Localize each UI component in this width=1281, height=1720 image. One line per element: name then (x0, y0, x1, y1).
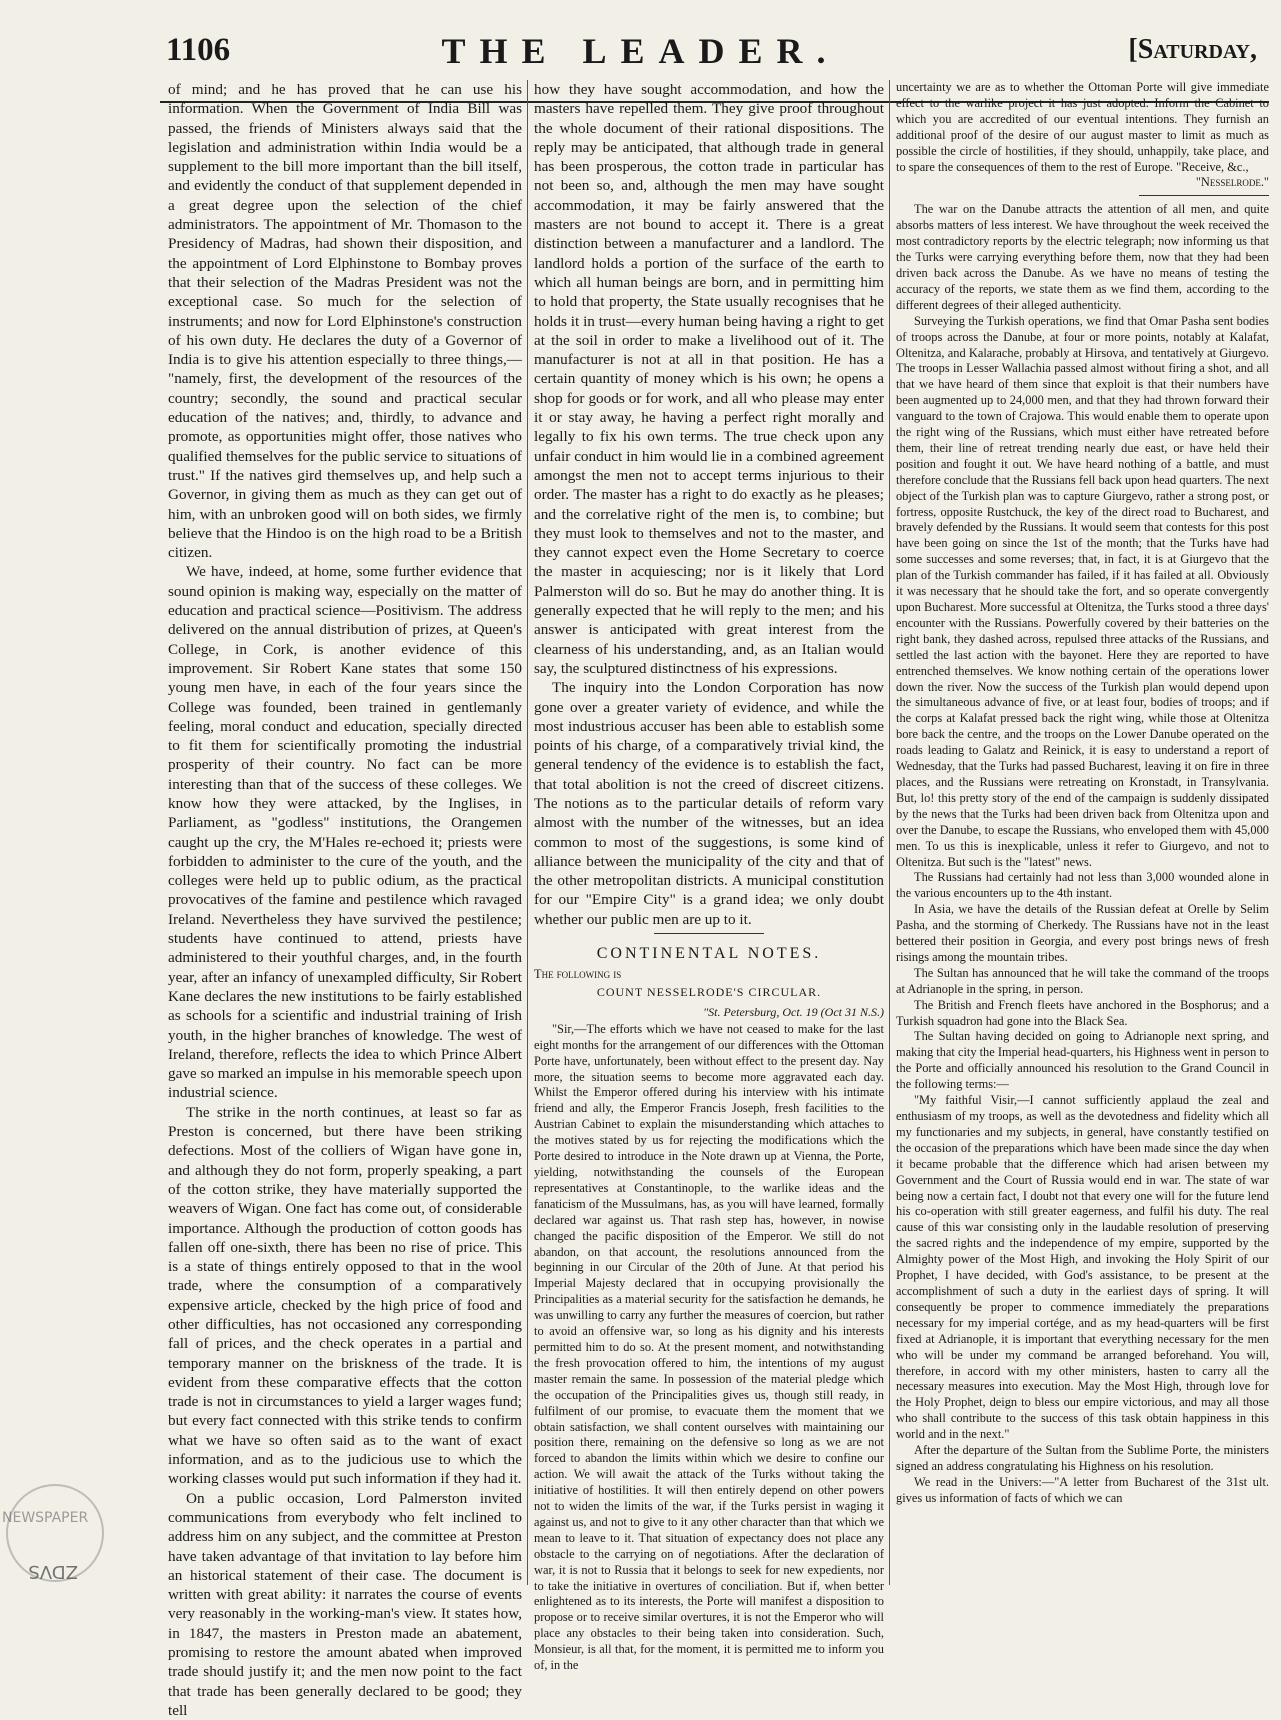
article-paragraph: The British and French fleets have anchored in the Bosphorus; and a Turkish squadron had gone into the Black Sea. (896, 997, 1269, 1028)
article-paragraph: We have, indeed, at home, some further evidence that sound opinion is making way, especially on the matter of education and practical science—Positivism. The address delivered on the annual distribution of prizes, at Queen's College, in Cork, is another evidence of this improvement. Sir Robert Kane states that some 150 young men have, in each of the four years since the College was founded, been trained in gentlemanly feeling, moral conduct and education, specially directed to fit them for scientifically promoting the industrial prosperity of their country. No fact can be more interesting than that of the success of these colleges. We know how they were attacked, by the Inglises, in Parliament, as "godless" institutions, the Orangemen caught up the cry, the M'Hales re-echoed it; priests were forbidden to administer to the cure of the youth, and the colleges were held up to public odium, as the practical provocatives of the famine and pestilence which ravaged Ireland. Nevertheless they have survived the pestilence; students have continued to attend, priests have administered to their youthful charges, and, in the fourth year, after an infancy of unexampled difficulty, Sir Robert Kane declares the new institutions to be fairly established as schools for a scientific and industrial training of Irish youth, in the higher branches of knowledge. The west of Ireland, therefore, reflects the idea to which Prince Albert gave so marked an impulse in his memorable speech upon industrial science. (168, 563, 522, 1102)
article-paragraph: Surveying the Turkish operations, we find that Omar Pasha sent bodies of troops across the Danube, at four or more points, notably at Kalafat, Oltenitza, and Kalarache, probably at Hirsova, and tentatively at Giurgevo. The troops in Lesser Wallachia passed almost without firing a shot, and all that we have heard of them since that exploit is that their numbers have been augmented up to 24,000 men, and that they had thrown forward their vanguard to the town of Crajowa. This would enable them to operate upon the right wing of the Russians, which must either have retreated before them, their line of retreat trending nearly due east, or have held their position and fought it out. We have heard nothing of a battle, and must therefore conclude that the Russians fell back upon head quarters. The next object of the Turkish plan was to capture Giurgevo, rather a strong post, or fortress, opposite Rustchuck, the key of the direct road to Bucharest, and bravely defended by the Russians. It would seem that contests for this post have been going on since the 1st of the month; that the Turks have had some successes and some reverses; that, in fact, it is at Giurgevo that the plan of the Turkish commander has failed, if it has failed at all. Obviously it was necessary that he should take the fort, and so operate convergently upon Bucharest. More successful at Oltenitza, the Turks stood a three days' encounter with the Russians. Powerfully covered by their batteries on the right bank, they dashed across, repulsed three attacks of the Russians, and settled the last action with the bayonet. Here they are reported to have entrenched themselves. We know nothing certain of the operations lower down the river. Now the success of the Turkish plan would depend upon the simultaneous advance of five, or at least four, bodies of troops; and if the corps at Kalafat pressed back the right wing, while those at Oltenitza bore back the centre, and the troops on the Lower Danube operated on the roads leading to Galatz and Reinick, it is easy to understand a report of Wednesday, that the Turks had passed Bucharest, leaving it on fire in three places, and the Russians were retreating on Kronstadt, in Transylvania. But, lo! this pretty story of the end of the campaign is suddenly dissipated by the news that the Turks had been driven back from Oltenitza upon and over the Danube, to escape the Russians, who enveloped them with 45,000 men. To us this is inexplicable, unless it refer to Giurgevo, and not to Oltenitza. But such is the "latest" news. (896, 313, 1269, 869)
section-rule (654, 933, 764, 934)
article-paragraph: The Russians had certainly had not less than 3,000 wounded alone in the various encounters up to the 4th instant. (896, 870, 1269, 901)
column-2 (534, 80, 884, 1673)
article-paragraph: The strike in the north continues, at least so far as Preston is concerned, but there have been striking defections. Most of the colliers of Wigan have gone in, and although they do not form, properly speaking, a part of the cotton strike, they have materially supported the weavers of Wigan. One fact has come out, of considerable importance. Although the production of cotton goods has fallen off one-sixth, there has been no rise of price. This is a state of things entirely opposed to that in the wool trade, where the consumption of a comparatively expensive article, checked by the high price of food and other difficulties, has not occasioned any corresponding fall of prices, and the check operates in a partial and temporary manner on the briskness of the trade. It is evident from these comparative effects that the cotton trade is not in circumstances to yield a larger wages fund; but every fact connected with this strike tends to confirm what we have so often said as to the want of exact information, and as to the judicious use to which the working classes would put such information if they had it. (168, 1103, 522, 1488)
article-paragraph: The war on the Danube attracts the attention of all men, and quite absorbs matters of less interest. We have throughout the week received the most contradictory reports by the electric telegraph; now informing us that the Turks were carrying everything before them, now that they had been driven back across the Danube. As we have no means of testing the accuracy of the reports, we state them as we find them, according to the different degrees of their alleged authenticity. (896, 202, 1269, 312)
signature: "Nesselrode." (1195, 175, 1269, 190)
article-paragraph: The inquiry into the London Corporation has now gone over a greater variety of evidence, and while the most industrious accuser has been able to establish some points of his charge, of a comparatively trivial kind, the general tendency of the evidence is to establish the fact, that total abolition is not the creed of discreet citizens. The notions as to the particular details of reform vary almost with the number of the witnesses, but an idea common to most of the suggestions, is some kind of alliance between the municipality of the city and that of the other metropolitan districts. A municipal constitution for our "Empire City" is a grand idea; we only doubt whether our public men are up to it. (534, 679, 884, 928)
section-rule (1139, 195, 1269, 196)
masthead (0, 28, 1281, 76)
stamp-top-text: NEWSPAPER (2, 1510, 89, 1526)
circular-dateline: "St. Petersburg, Oct. 19 (Oct 31 N.S.) (703, 1004, 884, 1019)
newspaper-title: THE LEADER. (441, 31, 840, 71)
article-paragraph: of mind; and he has proved that he can use his information. When the Government of India Bill was passed, the friends of Ministers always said that the legislation and administration within India would be a supplement to the bill more important than the bill itself, and evidently the conduct of that supplement depended in a great degree upon the selection of the chief administrators. The appointment of Mr. Thomason to the Presidency of Madras, had shown their disposition, and the appointment of Lord Elphinstone to Bombay proves that their selection of the Madras President was not the exceptional case. So much for the selection of instruments; and now for Lord Elphinstone's construction of his own duty. He declares the duty of a Governor of India is to give his attention especially to three things,— "namely, first, the development of the resources of the country; secondly, the sound and practical secular education of the natives; and, thirdly, to advance and promote, as opportunities might offer, those natives who qualified themselves for the public service to situations of trust." If the natives gird themselves up, and help such a Governor, in giving them as much as they can get out of him, with an unbroken good will on both sides, we firmly believe that the Hindoo is on the high road to be a British citizen. (168, 81, 522, 562)
column-divider-1 (527, 80, 528, 1585)
column-1 (168, 80, 522, 1719)
article-paragraph: The Sultan having decided on going to Adrianople next spring, and making that city the Imperial head-quarters, his Highness went in person to the Porte and officially announced his resolution to the Grand Council in the following terms:— (896, 1029, 1270, 1092)
article-paragraph: On a public occasion, Lord Palmerston invited communications from everybody who felt inclined to address him on any subject, and the committee at Preston have taken advantage of that invitation to lay before him an historical statement of their case. The document is written with great ability: it narrates the course of events very reasonably in the working-man's view. It states how, in 1847, the masters in Preston made an abatement, promising to restore the amount abated when improved trade should justify it; and the men now point to the fact that trade has been generally declared to be good; they tell (168, 1489, 522, 1719)
intro-line: The following is (534, 967, 622, 982)
column-divider-2 (889, 80, 890, 1585)
library-stamp (0, 1488, 150, 1588)
issue-day: [Saturday, (1128, 34, 1257, 65)
circular-end: uncertainty we are as to whether the Ottoman Porte will give immediate effect to the warlike project it has just adopted. Inform the Cabinet to which you are accredited of our eventual intentions. They furnish an additional proof of the desire of our august master to limit as much as possible the circle of hostilities, if they should, unhappily, take place, and to spare the consequences of them to the rest of Europe. "Receive, &c., (896, 80, 1269, 174)
stamp-bottom-text: ZDVS (28, 1561, 78, 1582)
article-paragraph: The Sultan has announced that he will take the command of the troops at Adrianople in the spring, in person. (896, 965, 1269, 996)
article-paragraph: "My faithful Visir,—I cannot sufficiently applaud the zeal and enthusiasm of my troops, as well as the devotedness and fidelity which all my functionaries and my subjects, in general, have constantly testified on the occasion of the preparations which have been made since the day when it became probable that the difference which had arisen between my Government and the Court of Russia would end in war. The state of war being now a certain fact, I doubt not that every one will for the future lend his co-operation with still greater eagerness, and fulfil his duty. The real cause of this war consisting only in the laudable resolution of preserving the sacred rights and the independence of my empire, supported by the Almighty power of the Most High, and invoking the Holy Spirit of our Prophet, I have decided, with God's assistance, to be present at the accomplishment of such a duty in the earliest days of spring. It will consequently be proper to commence immediately the preparations necessary for my imperial cortége, and as my head-quarters will be first fixed at Adrianople, it is important that everything necessary for the men who will be under my command be arranged beforehand. You will, therefore, in accord with my other ministers, hasten to carry all the necessary measures into execution. May the Most High, through love for the Holy Prophet, deign to bless our empire victorious, and may all those who shall contribute to the success of this task obtain happiness in this world and in the next." (896, 1093, 1269, 1442)
article-paragraph: We read in the Univers:—"A letter from Bucharest of the 31st ult. gives us information of facts of which we can (896, 1474, 1269, 1505)
page-number: 1106 (166, 32, 231, 68)
article-paragraph: After the departure of the Sultan from the Sublime Porte, the ministers signed an address congratulating his Highness on his resolution. (896, 1443, 1269, 1473)
circular-text: "Sir,—The efforts which we have not ceased to make for the last eight months for the arrangement of our differences with the Ottoman Porte have, unfortunately, been without effect to the present day. Nay more, the situation seems to become more aggravated each day. Whilst the Emperor offered during his interview with his intimate friend and ally, the Emperor Francis Joseph, fresh facilities to the Austrian Cabinet to explain the misunderstanding which attaches to the motives stated by us for rejecting the modifications which the Porte desired to introduce in the Note drawn up at Vienna, the Porte, yielding, notwithstanding the counsels of the European representatives at Constantinople, to the warlike ideas and the fanaticism of the Mussulmans, has, as you will have learned, formally declared war against us. That rash step has, however, in nowise changed the pacific disposition of the Emperor. We still do not abandon, on that account, the resolutions announced from the beginning in our Circular of the 20th of June. At that period his Imperial Majesty declared that in occupying provisionally the Principalities as a material security for the satisfaction he demands, he was unwilling to carry any further the measures of coercion, but rather to avoid an offensive war, so long as his dignity and his interests permitted him to do so. At the present moment, and notwithstanding the fresh provocation offered to him, the intentions of my august master remain the same. In possession of the material pledge which the occupation of the Principalities gives us, though still ready, in fulfilment of our promise, to evacuate them the moment that we obtain satisfaction, we shall content ourselves with maintaining our position there, remaining on the defensive so long as we are not forced to abandon the limits within which we desire to confine our action. We will await the attack of the Turks without taking the initiative of hostilities. It will then entirely depend on other powers not to widen the limits of the war, if the Turks persist in waging it against us, and not to give to it any other character than that which we mean to leave to it. That situation of expectancy does not place any obstacle to the carrying on of negotiations. After the declaration of war, it is not to Russia that it belongs to seek for new expedients, nor to take the initiative in overtures of conciliation. But if, when better enlightened as to its interests, the Porte will manifest a disposition to propose or to receive similar overtures, it is not the Emperor who will place any obstacles to their being taken into consideration. Such, Monsieur, is all that, for the moment, it is permitted me to inform you of, in the (534, 1021, 884, 1673)
column-3 (896, 80, 1269, 1585)
section-heading: CONTINENTAL NOTES. (596, 945, 822, 963)
article-paragraph: how they have sought accommodation, and how the masters have repelled them. They give proof throughout the whole document of their rational dispositions. The reply may be anticipated, that although trade in general has been prosperous, the cotton trade in particular has not been so, and, although the men may have sought accommodation, it may be fairly answered that the masters are not bound to accept it. There is a great distinction between a manufacturer and a landlord. The landlord holds a portion of the surface of the earth to which all human beings are born, and in permitting him to hold that property, the State usually recognises that he holds it in trust—every human being having a right to get at the soil in order to make a livelihood out of it. The manufacturer is not at all in that position. He has a certain quantity of money which is his own; he opens a shop for goods or for work, and all who please may enter it or stay away, he having a perfect right morally and legally to fix his own terms. The true check upon any unfair conduct in him would lie in a combined agreement amongst the men not to accept terms injurious to their order. The master has a right to do exactly as he pleases; and the correlative right of the men is, to combine; but they must look to themselves and not to the master, and they cannot expect even the Home Secretary to coerce the master in acquiescing; nor is it likely that Lord Palmerston will do so. But he may do another thing. It is generally expected that he will reply to the men; and his answer is anticipated with great interest from the clearness of his understanding, and, as an Italian would say, the sculptured distinctness of his expressions. (534, 81, 884, 677)
circular-subhead: COUNT NESSELRODE'S CIRCULAR. (596, 985, 822, 1000)
article-paragraph: In Asia, we have the details of the Russian defeat at Orelle by Selim Pasha, and the storming of Cherkedy. The Russians have not in the least bettered their position in Georgia, and every post brings news of fresh risings among the mountain tribes. (896, 902, 1269, 964)
